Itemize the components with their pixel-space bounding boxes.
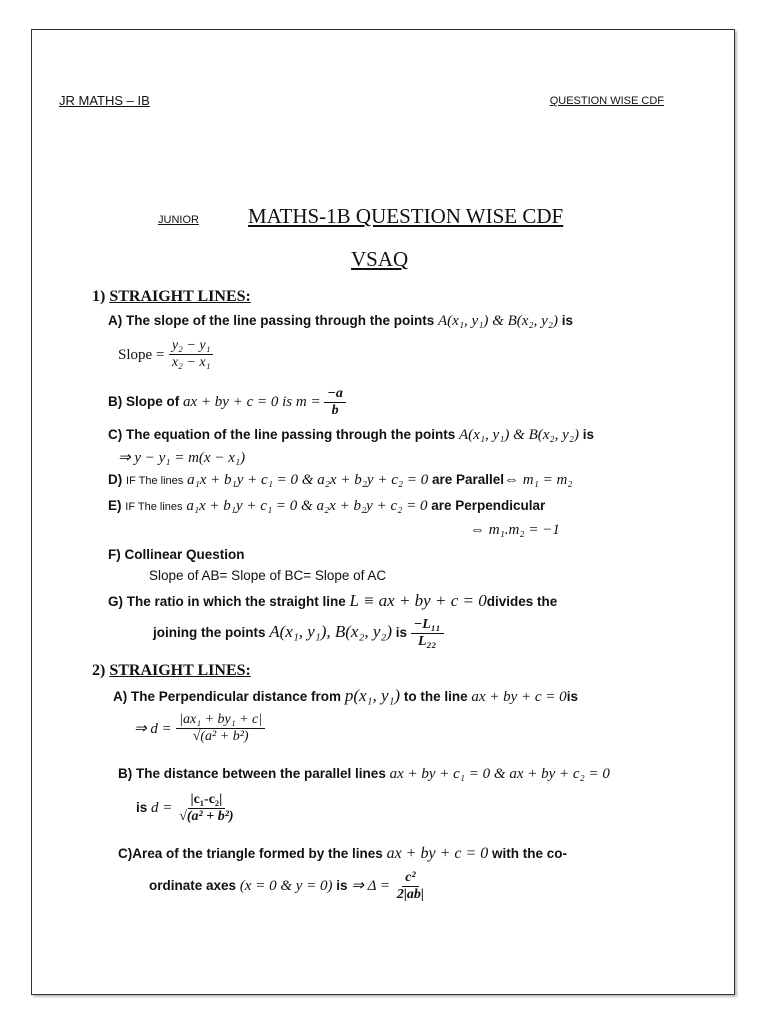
s1-g-label: G) The ratio in which the straight line xyxy=(108,594,346,609)
s2-c-ordinate: ordinate axes xyxy=(149,878,237,894)
s2-b-label: B) The distance between the parallel lines xyxy=(118,766,386,781)
s1-a-slope-word: Slope = xyxy=(118,346,165,363)
s2-a-math: p(x₁, y₁) xyxy=(344,686,401,705)
s1-e-are: are Perpendicular xyxy=(431,498,546,513)
s2-b-is: is xyxy=(136,800,148,816)
s2-c-fraction xyxy=(394,870,427,903)
s1-item-c xyxy=(108,427,594,444)
s1-b-label: B) Slope of xyxy=(108,394,180,410)
s2-c-tail: with the co- xyxy=(492,846,568,861)
s1-item-e xyxy=(108,498,545,515)
s1-g-denominator: L₂₂ xyxy=(418,634,437,650)
s2-item-c xyxy=(118,845,567,863)
s2-b-formula xyxy=(136,792,237,825)
s1-item-g xyxy=(108,591,557,611)
section1-heading xyxy=(92,288,251,306)
s1-c-tail: is xyxy=(582,427,595,442)
section1-title: STRAIGHT LINES: xyxy=(109,288,251,305)
s1-a-math: A(x₁, y₁) & B(x₂, y₂) xyxy=(438,313,558,329)
s2-a-tail: is xyxy=(566,689,578,704)
s2-item-b xyxy=(118,766,610,783)
s2-c-math2: (x = 0 & y = 0) xyxy=(239,878,333,895)
s1-a-fraction xyxy=(169,338,214,371)
page-subtitle: VSAQ xyxy=(351,247,409,271)
header-right: QUESTION WISE CDF xyxy=(549,95,664,107)
s1-c-line2: ⇒ y − y₁ = m(x − x₁) xyxy=(118,450,246,466)
s1-a-numerator: y₂ − y₁ xyxy=(169,338,214,355)
s2-b-denominator: √(a² + b²) xyxy=(179,809,234,825)
s2-a-numerator: |ax₁ + by₁ + c| xyxy=(176,712,265,729)
s2-b-lhs: d = xyxy=(151,800,173,817)
section1-number: 1) xyxy=(92,288,106,305)
s2-c-numerator: c² xyxy=(402,870,418,887)
s2-c-label: C)Area of the triangle formed by the lines xyxy=(118,846,383,861)
s2-c-math: ax + by + c = 0 xyxy=(386,845,489,862)
s1-g-numerator: −L₁₁ xyxy=(411,617,444,634)
s2-a-label: A) The Perpendicular distance from xyxy=(113,689,342,704)
s2-a-formula xyxy=(134,712,265,745)
s1-a-label: A) The slope of the line passing through the points xyxy=(108,313,435,328)
s1-a-formula xyxy=(118,338,213,371)
s2-b-fraction xyxy=(176,792,236,825)
s2-c-denominator: 2|ab| xyxy=(396,887,424,903)
s2-c-line2 xyxy=(149,870,427,903)
s1-d-if: IF The lines xyxy=(126,475,184,487)
s2-item-a xyxy=(113,686,578,706)
s2-a-math2: ax + by + c = 0 xyxy=(471,689,567,705)
s1-c-math: A(x₁, y₁) & B(x₂, y₂) xyxy=(459,427,579,443)
section2-number: 2) xyxy=(92,662,106,679)
s1-a-denominator: x₂ − x₁ xyxy=(171,355,211,371)
page-title: MATHS-1B QUESTION WISE CDF xyxy=(248,204,564,228)
s1-d-prefix: D) xyxy=(108,472,123,487)
s2-b-math: ax + by + c₁ = 0 & ax + by + c₂ = 0 xyxy=(389,766,610,782)
s1-b-math: ax + by + c = 0 is m = xyxy=(183,394,321,411)
s1-g-joining: joining the points xyxy=(153,625,266,641)
s1-e-if: IF The lines xyxy=(125,501,183,513)
s1-b-fraction xyxy=(324,386,345,419)
s1-d-are: are Parallel xyxy=(431,472,505,487)
s2-a-denominator: √(a² + b²) xyxy=(192,729,249,745)
s1-a-tail: is xyxy=(561,313,574,328)
s1-g-math: L ≡ ax + by + c = 0 xyxy=(349,591,487,610)
junior-label: JUNIOR xyxy=(158,214,199,226)
s1-b-denominator: b xyxy=(331,403,339,419)
section2-title: STRAIGHT LINES: xyxy=(109,662,251,679)
s1-d-math: a₁x + b₁y + c₁ = 0 & a₂x + b₂y + c₂ = 0 xyxy=(187,472,429,488)
s1-item-f: F) Collinear Question xyxy=(108,547,245,562)
s1-item-a xyxy=(108,313,573,330)
s1-g-tail: divides the xyxy=(486,594,558,609)
s2-c-lhs: ⇒ Δ = xyxy=(351,878,391,895)
s1-e-prefix: E) xyxy=(108,498,122,513)
section2-heading xyxy=(92,662,251,680)
s1-g-fraction xyxy=(411,617,444,650)
s1-e-cond: ⇔ m₁.m₂ = −1 xyxy=(470,522,560,538)
s1-f-line2: Slope of AB= Slope of BC= Slope of AC xyxy=(149,568,387,583)
s1-g-is: is xyxy=(395,625,408,641)
header-left: JR MATHS – IB xyxy=(59,93,150,108)
s1-item-b xyxy=(108,386,346,419)
s2-a-mid: to the line xyxy=(403,689,468,704)
s1-d-cond: ⇔ m₁ = m₂ xyxy=(504,472,573,488)
s1-e-math: a₁x + b₁y + c₁ = 0 & a₂x + b₂y + c₂ = 0 xyxy=(186,498,428,514)
s2-a-fraction xyxy=(176,712,265,745)
s1-c-label: C) The equation of the line passing through the points xyxy=(108,427,456,442)
s2-a-lhs: ⇒ d = xyxy=(134,720,172,737)
s1-g-line2 xyxy=(153,617,444,650)
s2-b-numerator: |c₁-c₂| xyxy=(188,792,226,809)
s1-g-math2: A(x₁, y₁), B(x₂, y₂) xyxy=(269,622,392,642)
s2-c-is: is xyxy=(336,878,348,894)
s1-b-numerator: −a xyxy=(324,386,345,403)
s1-item-d xyxy=(108,472,573,489)
